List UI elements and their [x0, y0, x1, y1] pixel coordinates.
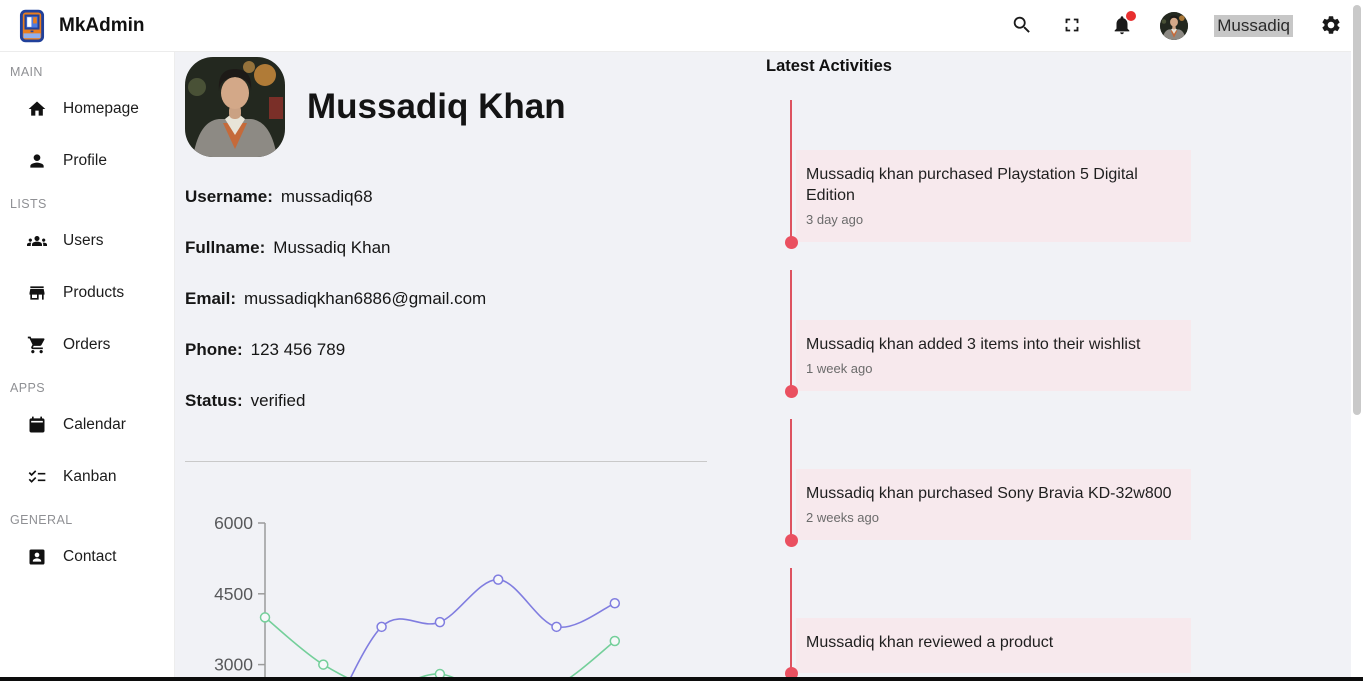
profile-line-chart: [185, 490, 705, 681]
scrollbar-thumb[interactable]: [1353, 5, 1361, 415]
svg-text:6000: 6000: [214, 513, 253, 533]
timeline-dot: [785, 385, 798, 398]
sidebar-section-apps: APPS: [10, 381, 45, 395]
sidebar-item-users[interactable]: Users: [0, 215, 174, 267]
page-title: Mussadiq Khan: [307, 87, 566, 126]
search-icon: [1011, 14, 1033, 36]
timeline-dot: [785, 534, 798, 547]
sidebar-item-products[interactable]: Products: [0, 267, 174, 319]
activity-card: Mussadiq khan reviewed a product: [796, 618, 1191, 673]
activity-item: [766, 419, 1191, 540]
activity-time: 2 weeks ago: [806, 510, 879, 525]
activity-card: Mussadiq khan added 3 items into their wishlist 1 week ago: [796, 320, 1191, 391]
sidebar-item-contact[interactable]: Contact: [0, 531, 174, 583]
activity-item: [766, 568, 1191, 673]
profile-photo: [185, 57, 285, 157]
divider: [185, 461, 707, 462]
activity-time: 1 week ago: [806, 361, 873, 376]
settings-button[interactable]: [1319, 14, 1343, 38]
activity-item: [766, 100, 1191, 242]
svg-text:3000: 3000: [214, 654, 253, 675]
activity-time: 3 day ago: [806, 212, 864, 227]
fullscreen-icon: [1061, 14, 1083, 36]
sidebar-section-lists: LISTS: [10, 197, 47, 211]
timeline-line: [790, 568, 792, 673]
field-fullname: Fullname: Mussadiq Khan: [185, 238, 391, 257]
sidebar-item-homepage[interactable]: Homepage: [0, 83, 174, 135]
search-button[interactable]: [1010, 14, 1034, 38]
contact-card-icon: [27, 547, 47, 567]
sidebar-section-main: MAIN: [10, 65, 43, 79]
sidebar-item-calendar[interactable]: Calendar: [0, 399, 174, 451]
timeline-line: [790, 419, 792, 540]
avatar-photo-icon: [1160, 12, 1188, 40]
users-group-icon: [27, 231, 47, 251]
sidebar: [0, 52, 175, 677]
notification-badge: [1126, 11, 1136, 21]
field-username: Username: mussadiq68: [185, 187, 373, 206]
sidebar-item-profile[interactable]: Profile: [0, 135, 174, 187]
top-navbar: [0, 0, 1363, 52]
timeline-line: [790, 100, 792, 242]
cart-icon: [27, 335, 47, 355]
activity-item: [766, 270, 1191, 391]
page-scrollbar: [1351, 0, 1363, 681]
activities-title: Latest Activities: [766, 57, 892, 75]
notifications-button[interactable]: [1110, 14, 1134, 38]
navbar-username[interactable]: Mussadiq: [1214, 15, 1293, 37]
sidebar-item-orders[interactable]: Orders: [0, 319, 174, 371]
svg-text:4500: 4500: [214, 583, 253, 604]
gear-icon: [1320, 14, 1342, 36]
activity-card: Mussadiq khan purchased Playstation 5 Digital Edition 3 day ago: [796, 150, 1191, 242]
field-status: Status: verified: [185, 391, 306, 410]
timeline-dot: [785, 236, 798, 249]
calendar-icon: [27, 415, 47, 435]
activity-card: Mussadiq khan purchased Sony Bravia KD-32w800 2 weeks ago: [796, 469, 1191, 540]
mkadmin-logo-icon: [15, 9, 49, 43]
person-icon: [27, 151, 47, 171]
fullscreen-button[interactable]: [1060, 14, 1084, 38]
checklist-icon: [27, 467, 47, 487]
field-phone: Phone: 123 456 789: [185, 340, 346, 359]
timeline-line: [790, 270, 792, 391]
store-icon: [27, 283, 47, 303]
window-bottom-edge: [0, 677, 1363, 681]
brand-name: MkAdmin: [59, 14, 145, 36]
home-icon: [27, 99, 47, 119]
latest-activities-panel: [766, 57, 1191, 681]
profile-panel: [185, 57, 707, 462]
field-email: Email: mussadiqkhan6886@gmail.com: [185, 289, 487, 308]
sidebar-item-kanban[interactable]: Kanban: [0, 451, 174, 503]
navbar-avatar[interactable]: [1160, 12, 1188, 40]
brand[interactable]: [0, 9, 145, 43]
sidebar-section-general: GENERAL: [10, 513, 73, 527]
